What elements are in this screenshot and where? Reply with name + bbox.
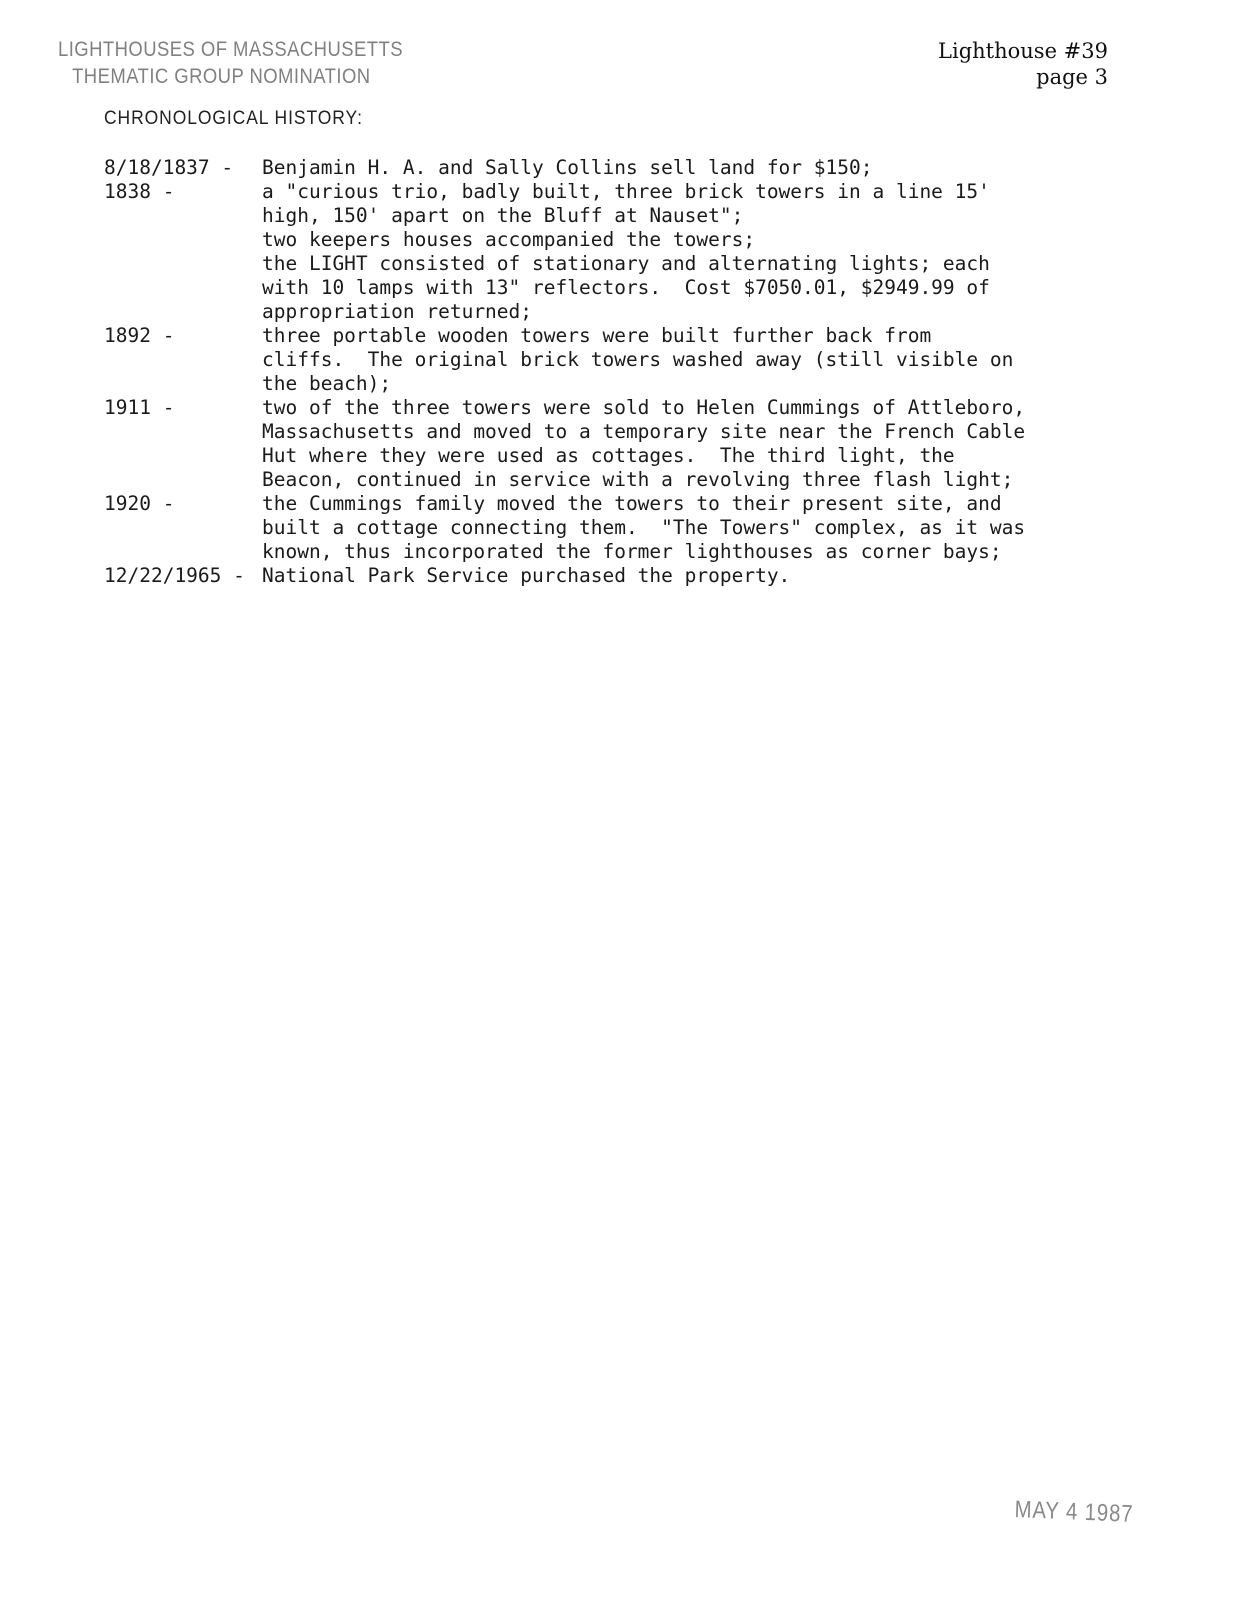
entry-text-line: cliffs. The original brick towers washed away (still visible on <box>262 348 1014 371</box>
entry-text-line: two of the three towers were sold to Helen Cummings of Attleboro, <box>262 396 1026 419</box>
entry-text-line: the LIGHT consisted of stationary and alternating lights; each <box>262 252 990 275</box>
page-number: page 3 <box>1036 65 1108 89</box>
entry-text-line: three portable wooden towers were built further back from <box>262 324 932 347</box>
entry-date: 1838 - <box>104 180 175 203</box>
entry-text-line: the beach); <box>262 372 392 395</box>
entry-text-line: National Park Service purchased the property. <box>262 564 791 587</box>
entry-date: 1892 - <box>104 324 175 347</box>
entry-date: 8/18/1837 - <box>104 156 234 179</box>
entry-text-line: Benjamin H. A. and Sally Collins sell land for $150; <box>262 156 873 179</box>
entry-text-line: Hut where they were used as cottages. The third light, the <box>262 444 955 467</box>
section-title: CHRONOLOGICAL HISTORY: <box>104 108 363 129</box>
entry-text-line: appropriation returned; <box>262 300 533 323</box>
entry-date: 1920 - <box>104 492 175 515</box>
entry-date: 1911 - <box>104 396 175 419</box>
entry-text-line: the Cummings family moved the towers to their present site, and <box>262 492 1002 515</box>
page-header <box>938 38 1108 90</box>
entry-text-line: high, 150' apart on the Bluff at Nauset"; <box>262 204 744 227</box>
chronology-entry <box>104 324 1084 396</box>
thematic-group-stamp <box>58 36 403 90</box>
lighthouse-number: Lighthouse #39 <box>938 39 1108 63</box>
chronology-entry <box>104 492 1084 564</box>
entry-text-line: Beacon, continued in service with a revolving three flash light; <box>262 468 1014 491</box>
entry-date: 12/22/1965 - <box>104 564 245 587</box>
chronology-list <box>104 156 1084 588</box>
chronology-entry <box>104 156 1084 180</box>
entry-text-line: a "curious trio, badly built, three brick towers in a line 15' <box>262 180 990 203</box>
entry-text-line: with 10 lamps with 13" reflectors. Cost $7050.01, $2949.99 of <box>262 276 990 299</box>
chronology-entry <box>104 396 1084 492</box>
stamp-line-1: LIGHTHOUSES OF MASSACHUSETTS <box>58 38 404 61</box>
entry-text <box>262 564 1084 588</box>
chronology-entry <box>104 564 1084 588</box>
entry-text <box>262 180 1084 324</box>
chronology-entry <box>104 180 1084 324</box>
entry-text <box>262 396 1084 492</box>
entry-text-line: two keepers houses accompanied the towers; <box>262 228 756 251</box>
entry-text <box>262 492 1084 564</box>
entry-text-line: built a cottage connecting them. "The Towers" complex, as it was <box>262 516 1026 539</box>
entry-text-line: Massachusetts and moved to a temporary site near the French Cable <box>262 420 1026 443</box>
received-date-stamp: MAY 4 1987 <box>1014 1496 1134 1528</box>
entry-text-line: known, thus incorporated the former lighthouses as corner bays; <box>262 540 1002 563</box>
stamp-line-2: THEMATIC GROUP NOMINATION <box>72 65 371 88</box>
entry-text <box>262 156 1084 180</box>
entry-text <box>262 324 1084 396</box>
